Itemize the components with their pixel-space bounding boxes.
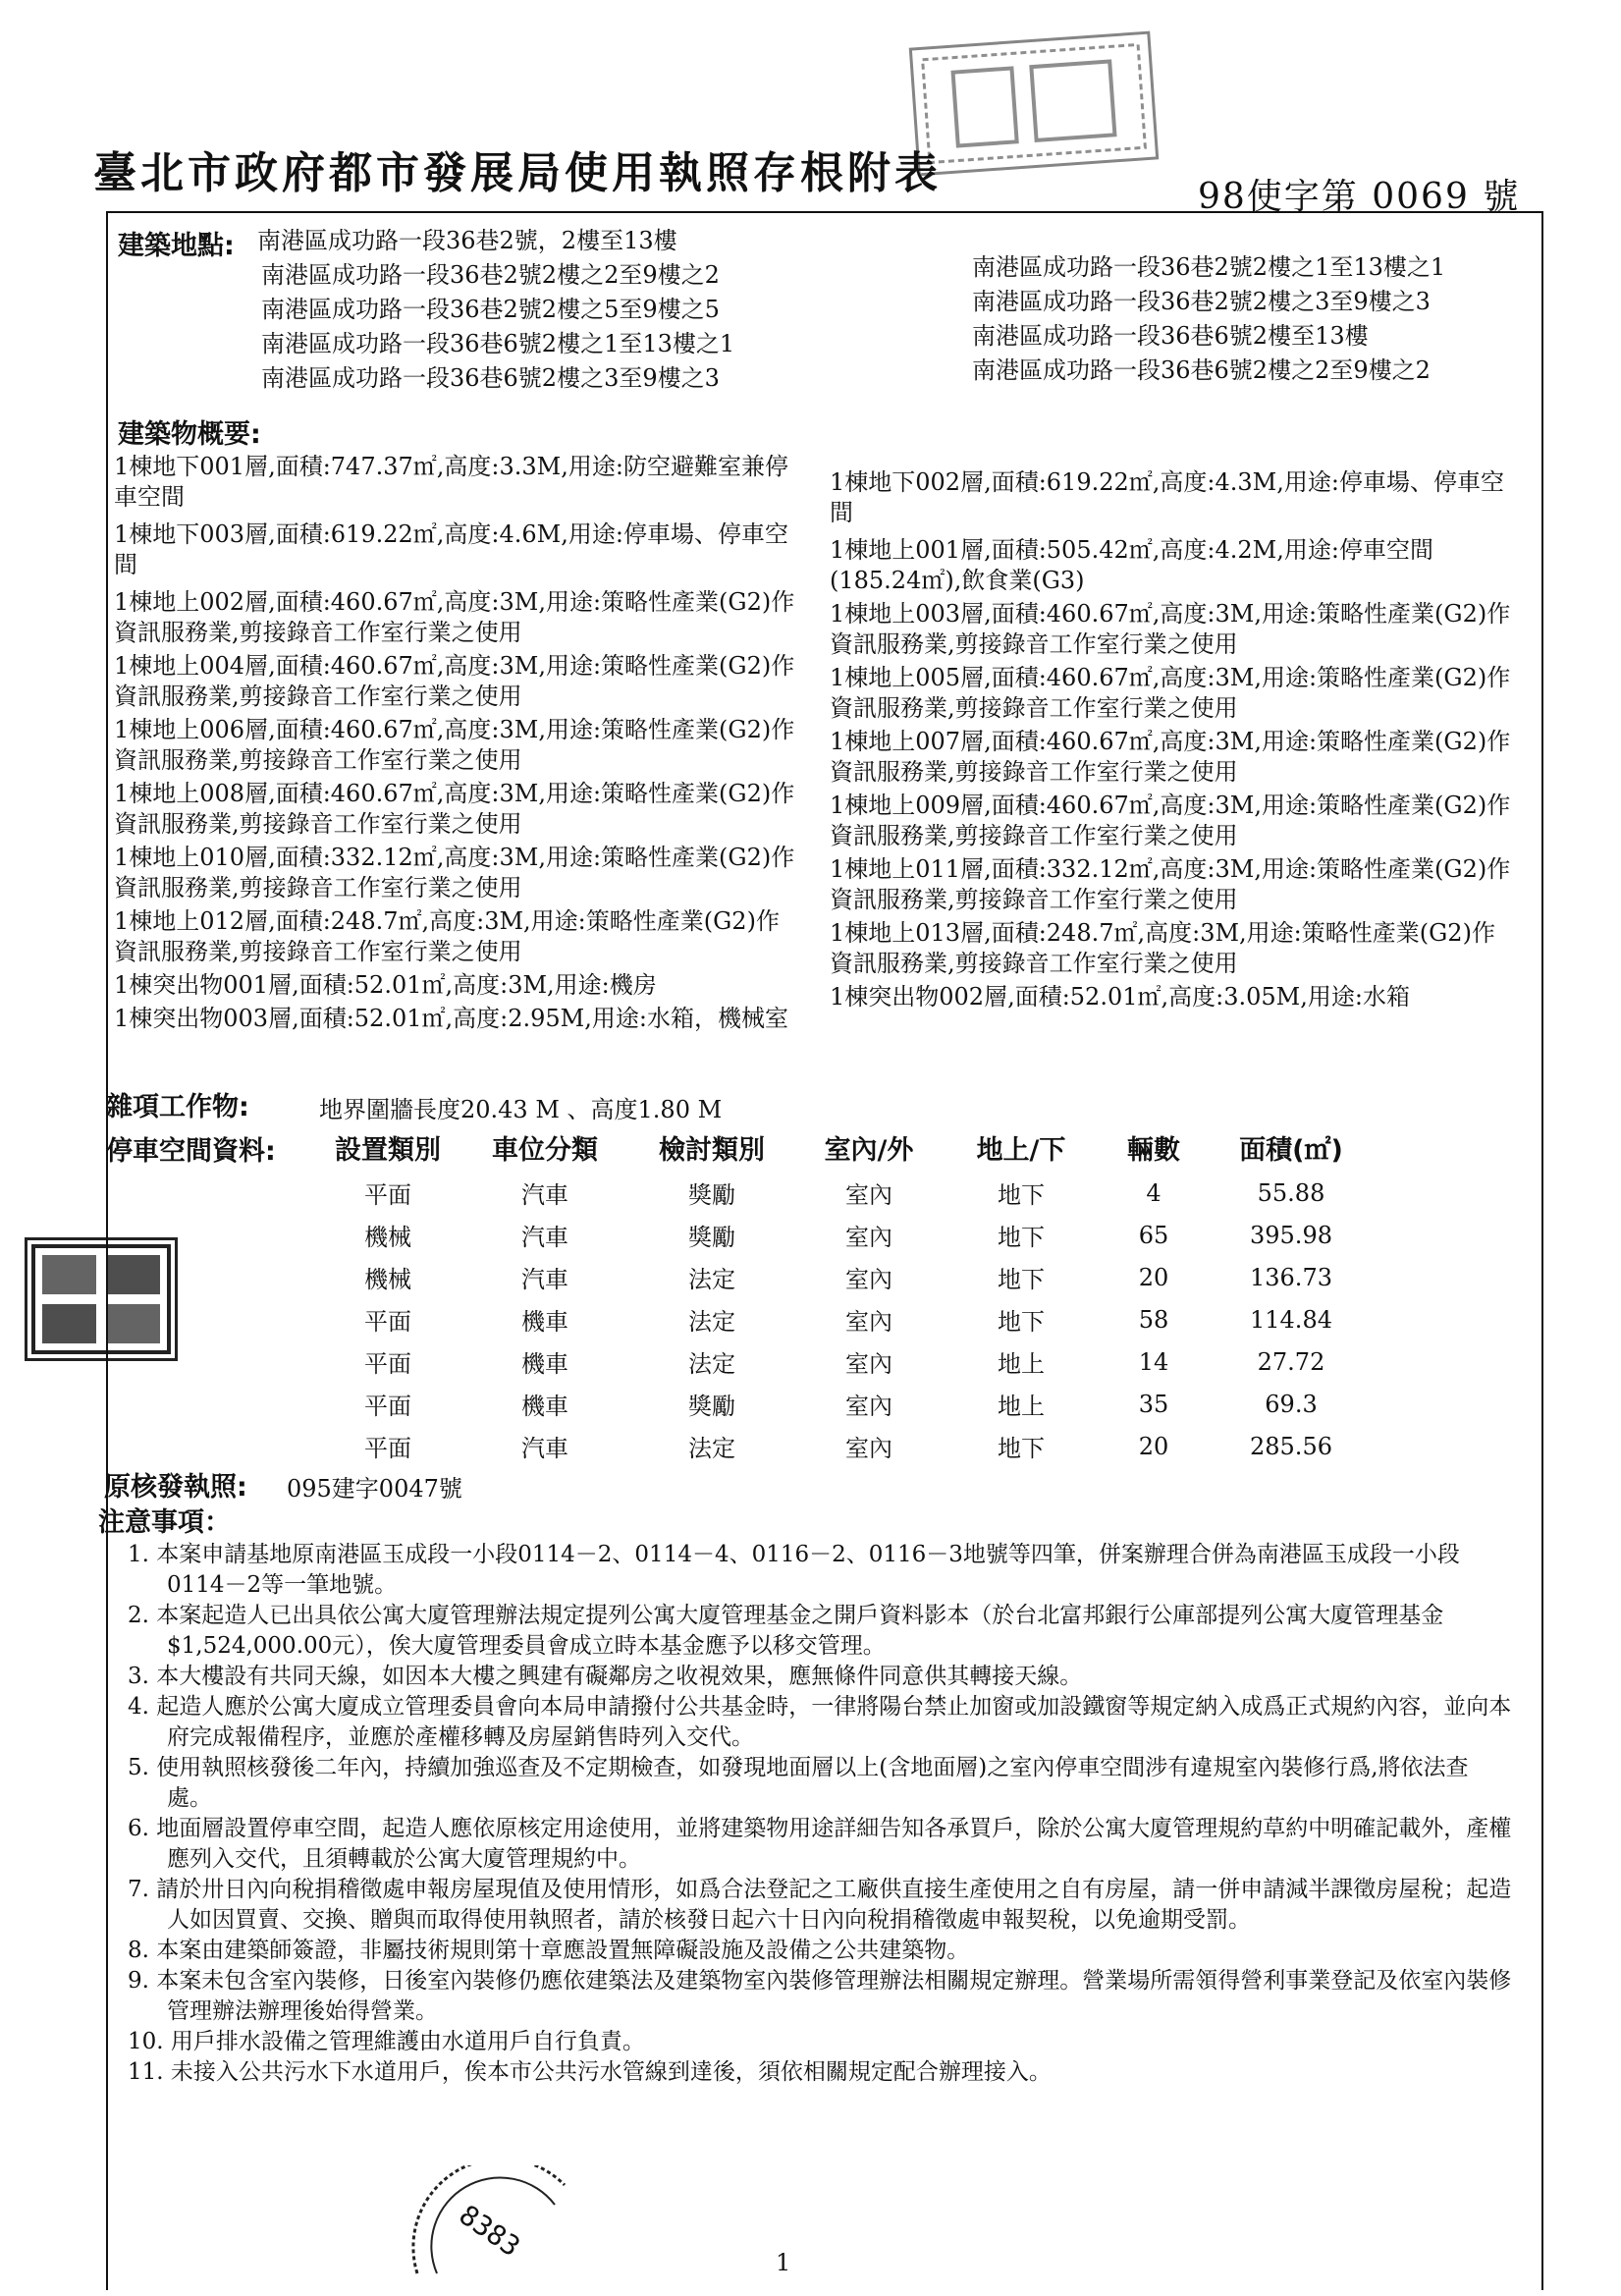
table-cell: 室內 xyxy=(845,1435,892,1462)
table-row xyxy=(314,1298,1375,1340)
table-cell: 機車 xyxy=(521,1350,568,1378)
notes-label: 注意事項： xyxy=(98,1507,231,1538)
table-cell: 地上 xyxy=(998,1350,1045,1378)
table-cell: 地上 xyxy=(998,1393,1045,1420)
table-cell: 395.98 xyxy=(1250,1221,1332,1249)
floor-entry: 1棟地上004層,面積:460.67㎡,高度:3M,用途:策略性產業(G2)作資訊服務業,剪接錄音工作室行業之使用 xyxy=(114,652,795,710)
table-cell: 地下 xyxy=(998,1435,1045,1462)
note-item: 3. 本大樓設有共同天線，如因本大樓之興建有礙鄰房之收視效果，應無條件同意供其轉接天線。 xyxy=(128,1664,1083,1689)
table-row xyxy=(314,1383,1375,1425)
table-cell: 平面 xyxy=(364,1350,411,1378)
address-line: 南港區成功路一段36巷6號2樓之3至9樓之3 xyxy=(261,364,720,392)
floor-entry: 1棟突出物003層,面積:52.01㎡,高度:2.95M,用途:水箱，機械室 xyxy=(114,1005,788,1032)
table-cell: 獎勵 xyxy=(688,1224,735,1251)
building-label: 建築物概要: xyxy=(118,419,261,450)
table-cell: 獎勵 xyxy=(688,1181,735,1209)
table-cell: 114.84 xyxy=(1250,1305,1332,1334)
table-cell: 機械 xyxy=(364,1224,411,1251)
floor-entry: 1棟地下003層,面積:619.22㎡,高度:4.6M,用途:停車場、停車空間 xyxy=(114,520,788,578)
table-cell: 汽車 xyxy=(521,1266,568,1293)
table-cell: 35 xyxy=(1138,1390,1169,1418)
address-line: 南港區成功路一段36巷2號2樓之3至9樓之3 xyxy=(972,288,1431,315)
note-item: 5. 使用執照核發後二年內，持續加強巡查及不定期檢查，如發現地面層以上(含地面層)之室內停車空間涉有違規室內裝修行爲,將依法查處。 xyxy=(128,1755,1469,1811)
table-cell: 汽車 xyxy=(521,1181,568,1209)
note-item: 4. 起造人應於公寓大廈成立管理委員會向本局申請撥付公共基金時，一律將陽台禁止加窗或加設鐵窗等規定納入成爲正式規約內容，並向本府完成報備程序，並應於產權移轉及房屋銷售時列入交代。 xyxy=(128,1694,1512,1750)
floor-entry: 1棟地上011層,面積:332.12㎡,高度:3M,用途:策略性產業(G2)作資訊服務業,剪接錄音工作室行業之使用 xyxy=(830,855,1511,913)
misc-value: 地界圍牆長度20.43 M 、高度1.80 M xyxy=(319,1096,723,1123)
table-cell: 法定 xyxy=(688,1266,735,1293)
table-cell: 獎勵 xyxy=(688,1393,735,1420)
column-header: 地上/下 xyxy=(976,1134,1066,1166)
floor-entry: 1棟突出物002層,面積:52.01㎡,高度:3.05M,用途:水箱 xyxy=(830,983,1410,1011)
table-cell: 機車 xyxy=(521,1308,568,1336)
floor-entry: 1棟地下002層,面積:619.22㎡,高度:4.3M,用途:停車場、停車空間 xyxy=(830,468,1504,526)
table-cell: 地下 xyxy=(998,1266,1045,1293)
table-cell: 汽車 xyxy=(521,1224,568,1251)
column-header: 輛數 xyxy=(1127,1134,1180,1166)
note-item: 1. 本案申請基地原南港區玉成段一小段0114－2、0114－4、0116－2、0116－3地號等四筆，併案辦理合併為南港區玉成段一小段0114－2等一筆地號。 xyxy=(128,1542,1460,1598)
table-cell: 平面 xyxy=(364,1308,411,1336)
table-cell: 法定 xyxy=(688,1308,735,1336)
table-cell: 14 xyxy=(1138,1347,1169,1376)
table-cell: 室內 xyxy=(845,1350,892,1378)
table-cell: 平面 xyxy=(364,1393,411,1420)
note-item: 10. 用戶排水設備之管理維護由水道用戶自行負責。 xyxy=(128,2029,645,2054)
address-line: 南港區成功路一段36巷2號，2樓至13樓 xyxy=(257,227,677,254)
table-cell: 法定 xyxy=(688,1435,735,1462)
official-seal-top xyxy=(909,31,1160,177)
table-cell: 機械 xyxy=(364,1266,411,1293)
column-header: 面積(㎡) xyxy=(1239,1134,1343,1166)
table-cell: 69.3 xyxy=(1265,1390,1318,1418)
note-item: 7. 請於卅日內向稅捐稽徵處申報房屋現值及使用情形，如爲合法登記之工廠供直接生產使用之自有房屋，請一併申請減半課徵房屋稅；起造人如因買賣、交換、贈與而取得使用執照者，請於核發日起六十日內向稅捐稽徵處申報契稅，以免逾期受罰。 xyxy=(128,1877,1512,1933)
column-header: 車位分類 xyxy=(492,1134,598,1166)
address-line: 南港區成功路一段36巷6號2樓之1至13樓之1 xyxy=(261,330,735,357)
permit-number: 98使字第 0069 號 xyxy=(1198,177,1521,217)
location-right-list xyxy=(972,250,1445,388)
floor-entry: 1棟地上007層,面積:460.67㎡,高度:3M,用途:策略性產業(G2)作資訊服務業,剪接錄音工作室行業之使用 xyxy=(830,728,1511,786)
table-cell: 地下 xyxy=(998,1308,1045,1336)
floor-entry: 1棟地上006層,面積:460.67㎡,高度:3M,用途:策略性產業(G2)作資訊服務業,剪接錄音工作室行業之使用 xyxy=(114,716,795,774)
floor-entry: 1棟地上013層,面積:248.7㎡,高度:3M,用途:策略性產業(G2)作資訊服務業,剪接錄音工作室行業之使用 xyxy=(830,919,1495,977)
note-item: 9. 本案未包含室內裝修，日後室內裝修仍應依建築法及建築物室內裝修管理辦法相關規定辦理。營業場所需領得營利事業登記及依室內裝修管理辦法辦理後始得營業。 xyxy=(128,1968,1512,2024)
floor-entry: 1棟地上008層,面積:460.67㎡,高度:3M,用途:策略性產業(G2)作資訊服務業,剪接錄音工作室行業之使用 xyxy=(114,780,795,838)
location-left-list xyxy=(257,224,734,396)
table-cell: 55.88 xyxy=(1257,1178,1325,1207)
table-cell: 58 xyxy=(1138,1305,1169,1334)
table-cell: 室內 xyxy=(845,1308,892,1336)
floor-entry: 1棟地上010層,面積:332.12㎡,高度:3M,用途:策略性產業(G2)作資訊服務業,剪接錄音工作室行業之使用 xyxy=(114,844,795,902)
original-permit-label: 原核發執照: xyxy=(104,1472,247,1503)
table-cell: 室內 xyxy=(845,1224,892,1251)
table-row xyxy=(314,1172,1375,1214)
seal-number: 8383 xyxy=(453,2198,526,2264)
table-cell: 室內 xyxy=(845,1181,892,1209)
table-cell: 室內 xyxy=(845,1393,892,1420)
table-row xyxy=(314,1256,1375,1298)
table-row xyxy=(314,1340,1375,1383)
floor-entry: 1棟突出物001層,面積:52.01㎡,高度:3M,用途:機房 xyxy=(114,971,657,999)
original-permit-value: 095建字0047號 xyxy=(287,1475,462,1503)
address-line: 南港區成功路一段36巷2號2樓之5至9樓之5 xyxy=(261,296,720,323)
table-cell: 法定 xyxy=(688,1350,735,1378)
table-cell: 136.73 xyxy=(1250,1263,1332,1291)
floor-entry: 1棟地上001層,面積:505.42㎡,高度:4.2M,用途:停車空間(185.24㎡),飲食業(G3) xyxy=(830,536,1433,594)
building-left-list xyxy=(114,452,801,1034)
floor-entry: 1棟地上009層,面積:460.67㎡,高度:3M,用途:策略性產業(G2)作資訊服務業,剪接錄音工作室行業之使用 xyxy=(830,792,1511,849)
table-cell: 4 xyxy=(1146,1178,1162,1207)
parking-table xyxy=(314,1122,1375,1467)
note-item: 11. 未接入公共污水下水道用戶，俟本市公共污水管線到達後，須依相關規定配合辦理接入。 xyxy=(128,2059,1052,2085)
building-right-list xyxy=(830,467,1517,1012)
table-cell: 20 xyxy=(1138,1432,1169,1460)
column-header: 設置類別 xyxy=(335,1134,441,1166)
address-line: 南港區成功路一段36巷2號2樓之2至9樓之2 xyxy=(261,261,720,289)
seal-pattern-icon xyxy=(912,34,1156,173)
note-item: 8. 本案由建築師簽證，非屬技術規則第十章應設置無障礙設施及設備之公共建築物。 xyxy=(128,1938,970,1963)
note-item: 6. 地面層設置停車空間，起造人應依原核定用途使用，並將建築物用途詳細告知各承買戶，除於公寓大廈管理規約草約中明確記載外，產權應列入交代，且須轉載於公寓大廈管理規約中。 xyxy=(128,1816,1512,1872)
floor-entry: 1棟地上012層,面積:248.7㎡,高度:3M,用途:策略性產業(G2)作資訊服務業,剪接錄音工作室行業之使用 xyxy=(114,907,780,965)
column-header: 室內/外 xyxy=(824,1134,914,1166)
address-line: 南港區成功路一段36巷2號2樓之1至13樓之1 xyxy=(972,253,1446,281)
table-cell: 汽車 xyxy=(521,1435,568,1462)
notes-list xyxy=(128,1540,1512,2088)
table-cell: 27.72 xyxy=(1257,1347,1325,1376)
floor-entry: 1棟地上003層,面積:460.67㎡,高度:3M,用途:策略性產業(G2)作資訊服務業,剪接錄音工作室行業之使用 xyxy=(830,600,1511,658)
table-row xyxy=(314,1425,1375,1467)
table-cell: 機車 xyxy=(521,1393,568,1420)
note-item: 2. 本案起造人已出具依公寓大廈管理辦法規定提列公寓大廈管理基金之開戶資料影本（於台北富邦銀行公庫部提列公寓大廈管理基金$1,524,000.00元），俟大廈管理委員會成立時本基金應予以移交管理。 xyxy=(128,1603,1444,1659)
table-cell: 平面 xyxy=(364,1435,411,1462)
table-cell: 室內 xyxy=(845,1266,892,1293)
parking-label: 停車空間資料: xyxy=(106,1136,276,1167)
table-row xyxy=(314,1214,1375,1256)
parking-header-row xyxy=(314,1122,1375,1172)
floor-entry: 1棟地下001層,面積:747.37㎡,高度:3.3M,用途:防空避難室兼停車空間 xyxy=(114,453,788,511)
table-cell: 地下 xyxy=(998,1224,1045,1251)
column-header: 檢討類別 xyxy=(659,1134,765,1166)
document-title: 臺北市政府都市發展局使用執照存根附表 xyxy=(93,148,942,198)
location-label: 建築地點: xyxy=(118,231,235,261)
misc-label: 雜項工作物: xyxy=(106,1092,249,1122)
table-cell: 平面 xyxy=(364,1181,411,1209)
address-line: 南港區成功路一段36巷6號2樓至13樓 xyxy=(972,322,1369,350)
page-number: 1 xyxy=(776,2249,791,2276)
floor-entry: 1棟地上002層,面積:460.67㎡,高度:3M,用途:策略性產業(G2)作資訊服務業,剪接錄音工作室行業之使用 xyxy=(114,588,795,646)
address-line: 南港區成功路一段36巷6號2樓之2至9樓之2 xyxy=(972,356,1431,384)
table-cell: 65 xyxy=(1138,1221,1169,1249)
table-cell: 285.56 xyxy=(1250,1432,1332,1460)
table-cell: 20 xyxy=(1138,1263,1169,1291)
floor-entry: 1棟地上005層,面積:460.67㎡,高度:3M,用途:策略性產業(G2)作資訊服務業,剪接錄音工作室行業之使用 xyxy=(830,664,1511,722)
table-cell: 地下 xyxy=(998,1181,1045,1209)
